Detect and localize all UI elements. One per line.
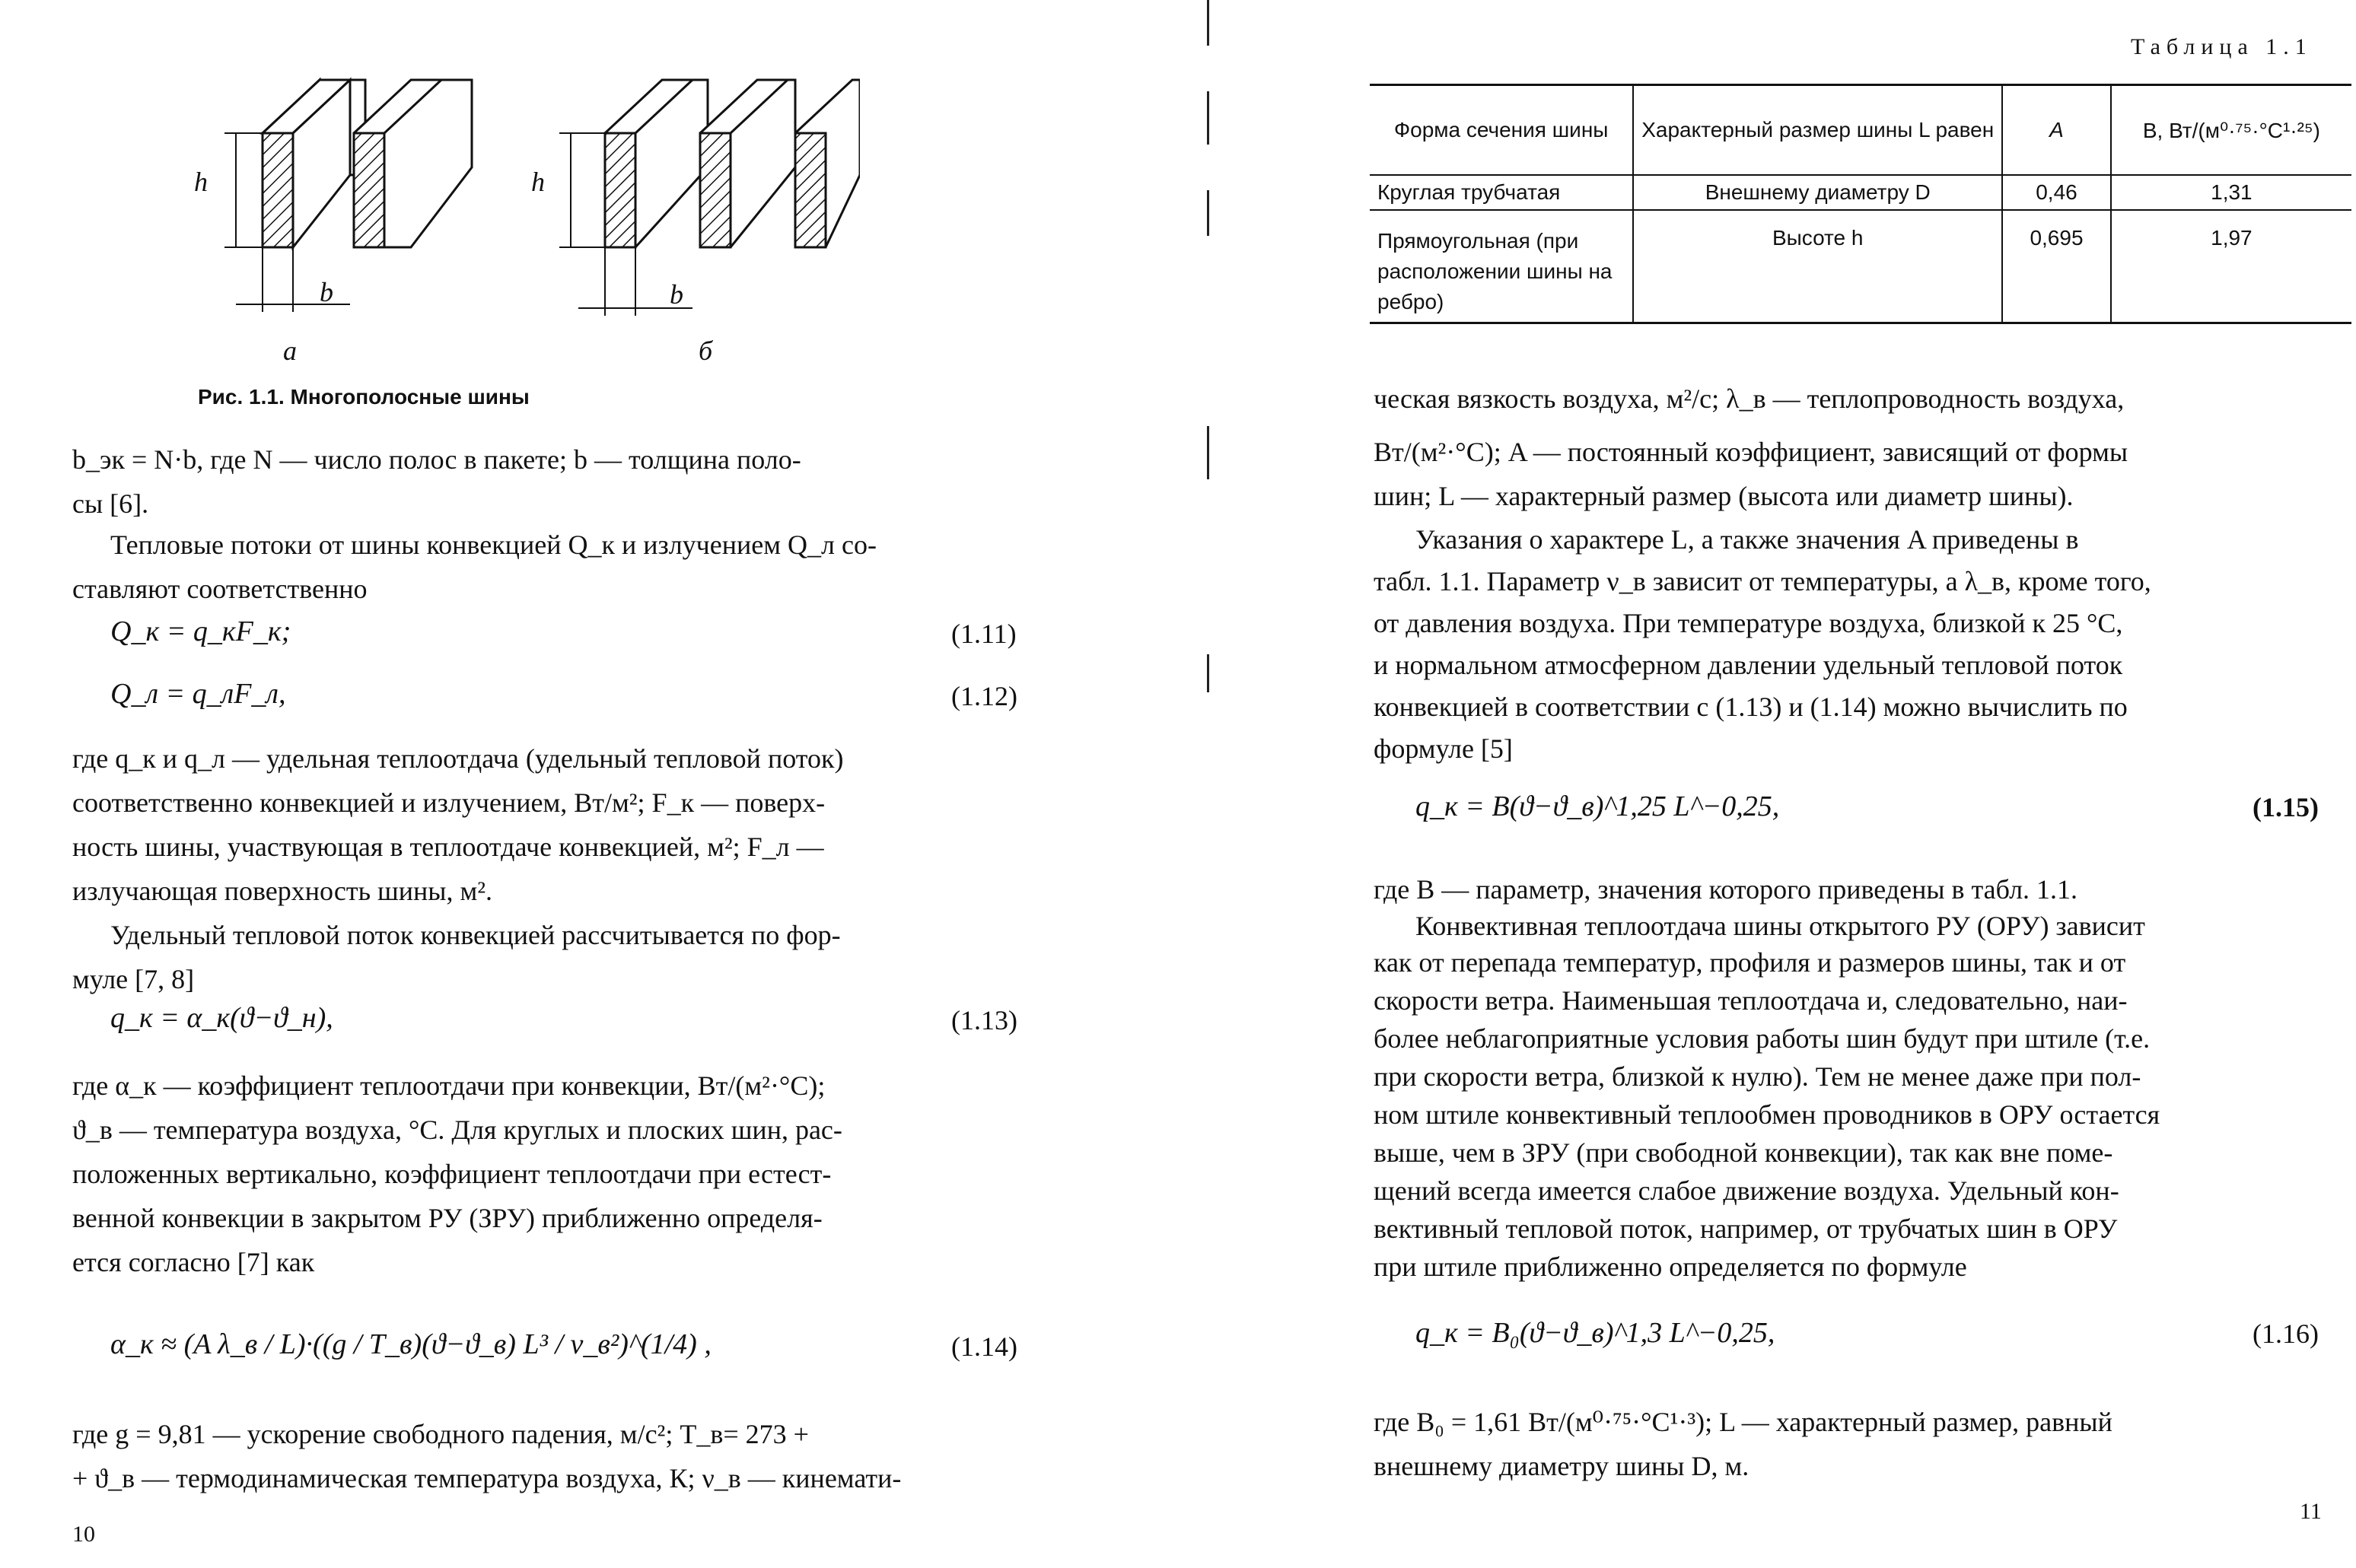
equation-1-13: q_к = α_к(ϑ−ϑ_н), <box>110 1002 333 1034</box>
figure-sublabel-b: б <box>699 336 713 366</box>
right-line-9: формуле [5] <box>1374 733 1513 764</box>
figure-label-b-a: b <box>320 277 333 307</box>
table-cell: 1,97 <box>2111 210 2351 323</box>
right-page <box>1187 0 2356 1568</box>
table-cell: 1,31 <box>2111 175 2351 210</box>
right-line-6: от давления воздуха. При температуре воздуха, близкой к 25 °С, <box>1374 608 2123 638</box>
left-line-2: сы [6]. <box>72 488 149 519</box>
left-line-16: где g = 9,81 — ускорение свободного падения, м/с²; T_в= 273 + <box>72 1419 809 1449</box>
figure-label-b-b: b <box>670 279 683 310</box>
table-1-1 <box>1370 84 2351 324</box>
left-line-5: где q_к и q_л — удельная теплоотдача (удельный тепловой поток) <box>72 743 844 774</box>
left-line-8: излучающая поверхность шины, м². <box>72 876 493 906</box>
right-line-21: где B₀ = 1,61 Вт/(м⁰·⁷⁵·°С¹·³); L — характерный размер, равный <box>1374 1407 2112 1437</box>
left-line-7: ность шины, участвующая в теплоотдаче конвекцией, м²; F_л — <box>72 832 824 862</box>
table-cell: Круглая трубчатая <box>1370 175 1633 210</box>
table-row <box>1370 210 2351 323</box>
right-line-4: Указания о характере L, а также значения A приведены в <box>1415 524 2079 555</box>
left-line-9: Удельный тепловой поток конвекцией рассчитывается по фор- <box>110 920 841 950</box>
table-header-row <box>1370 85 2351 176</box>
table-header-cell: Характерный размер шины L равен <box>1633 85 2002 176</box>
figure-label-h-a: h <box>194 167 208 197</box>
page-number-right: 11 <box>2300 1499 2322 1524</box>
figure-b-strips <box>559 80 860 316</box>
table-cell: Внешнему диаметру D <box>1633 175 2002 210</box>
right-line-3: шин; L — характерный размер (высота или диаметр шины). <box>1374 481 2074 511</box>
right-line-11: Конвективная теплоотдача шины открытого РУ (ОРУ) зависит <box>1415 911 2145 941</box>
right-line-12: как от перепада температур, профиля и размеров шины, так и от <box>1374 947 2126 978</box>
table-row <box>1370 175 2351 210</box>
left-line-15: ется согласно [7] как <box>72 1247 315 1277</box>
figure-label-h-b: h <box>531 167 545 197</box>
table-header-cell: A <box>2002 85 2111 176</box>
right-line-7: и нормальном атмосферном давлении удельный тепловой поток <box>1374 650 2123 680</box>
equation-number-1-13: (1.13) <box>951 1005 1017 1035</box>
right-line-18: щений всегда имеется слабое движение воздуха. Удельный кон- <box>1374 1175 2119 1206</box>
figure-multistrip-busbars <box>175 61 860 365</box>
table-header-cell: B, Вт/(м⁰·⁷⁵·°С¹·²⁵) <box>2111 85 2351 176</box>
table-title: Таблица 1.1 <box>2131 34 2313 59</box>
equation-1-16: q_к = B₀(ϑ−ϑ_в)^1,3 L^−0,25, <box>1415 1317 1775 1349</box>
left-line-11: где α_к — коэффициент теплоотдачи при конвекции, Вт/(м²·°С); <box>72 1070 826 1101</box>
left-line-10: муле [7, 8] <box>72 964 195 994</box>
right-line-1: ческая вязкость воздуха, м²/с; λ_в — теплопроводность воздуха, <box>1374 383 2125 414</box>
left-line-12: ϑ_в — температура воздуха, °С. Для круглых и плоских шин, рас- <box>72 1115 842 1145</box>
page-number-left: 10 <box>72 1522 95 1547</box>
equation-number-1-12: (1.12) <box>951 681 1017 711</box>
left-page <box>0 0 1172 1568</box>
right-line-19: вективный тепловой поток, например, от трубчатых шин в ОРУ <box>1374 1213 2118 1244</box>
table-cell: Прямоугольная (при расположении шины на ребро) <box>1377 229 1613 313</box>
equation-number-1-11: (1.11) <box>951 619 1017 649</box>
right-line-17: выше, чем в ЗРУ (при свободной конвекции), так как вне поме- <box>1374 1137 2113 1168</box>
equation-1-14: α_к ≈ (A λ_в / L)·((g / T_в)(ϑ−ϑ_в) L³ / ν_в²)^(1/4) , <box>110 1328 712 1360</box>
figure-sublabel-a: а <box>283 336 297 366</box>
table-header-cell: Форма сечения шины <box>1370 85 1633 176</box>
right-line-14: более неблагоприятные условия работы шин будут при штиле (т.е. <box>1374 1023 2151 1054</box>
figure-a-strips <box>224 80 472 312</box>
equation-1-12: Q_л = q_лF_л, <box>110 678 286 710</box>
left-line-3: Тепловые потоки от шины конвекцией Q_к и излучением Q_л со- <box>110 530 877 560</box>
right-line-16: ном штиле конвективный теплообмен проводников в ОРУ остается <box>1374 1099 2160 1130</box>
equation-number-1-16: (1.16) <box>2253 1318 2319 1349</box>
table-cell: 0,46 <box>2002 175 2111 210</box>
equation-number-1-15: (1.15) <box>2253 792 2319 822</box>
right-line-22: внешнему диаметру шины D, м. <box>1374 1451 1749 1481</box>
right-line-8: конвекцией в соответствии с (1.13) и (1.14) можно вычислить по <box>1374 692 2128 722</box>
left-line-6: соответственно конвекцией и излучением, Вт/м²; F_к — поверх- <box>72 787 826 818</box>
table-cell: Высоте h <box>1633 210 2002 323</box>
left-line-4: ставляют соответственно <box>72 574 368 604</box>
left-line-14: венной конвекции в закрытом РУ (ЗРУ) приближенно определя- <box>72 1203 823 1233</box>
right-line-10: где B — параметр, значения которого приведены в табл. 1.1. <box>1374 874 2078 905</box>
right-line-13: скорости ветра. Наименьшая теплоотдача и, следовательно, наи- <box>1374 985 2128 1016</box>
equation-number-1-14: (1.14) <box>951 1331 1017 1362</box>
left-line-13: положенных вертикально, коэффициент теплоотдачи при естест- <box>72 1159 832 1189</box>
table-cell: 0,695 <box>2002 210 2111 323</box>
right-line-20: при штиле приближенно определяется по формуле <box>1374 1252 1967 1282</box>
right-line-5: табл. 1.1. Параметр ν_в зависит от температуры, а λ_в, кроме того, <box>1374 566 2151 596</box>
equation-1-11: Q_к = q_кF_к; <box>110 615 291 647</box>
right-line-15: при скорости ветра, близкой к нулю). Тем не менее даже при пол- <box>1374 1061 2141 1092</box>
left-line-17: + ϑ_в — термодинамическая температура воздуха, К; ν_в — кинемати- <box>72 1463 902 1493</box>
equation-1-15: q_к = B(ϑ−ϑ_в)^1,25 L^−0,25, <box>1415 790 1780 822</box>
right-line-2: Вт/(м²·°С); A — постоянный коэффициент, зависящий от формы <box>1374 437 2128 467</box>
figure-caption: Рис. 1.1. Многополосные шины <box>198 385 530 409</box>
left-line-1: b_эк = N·b, где N — число полос в пакете; b — толщина поло- <box>72 444 801 475</box>
